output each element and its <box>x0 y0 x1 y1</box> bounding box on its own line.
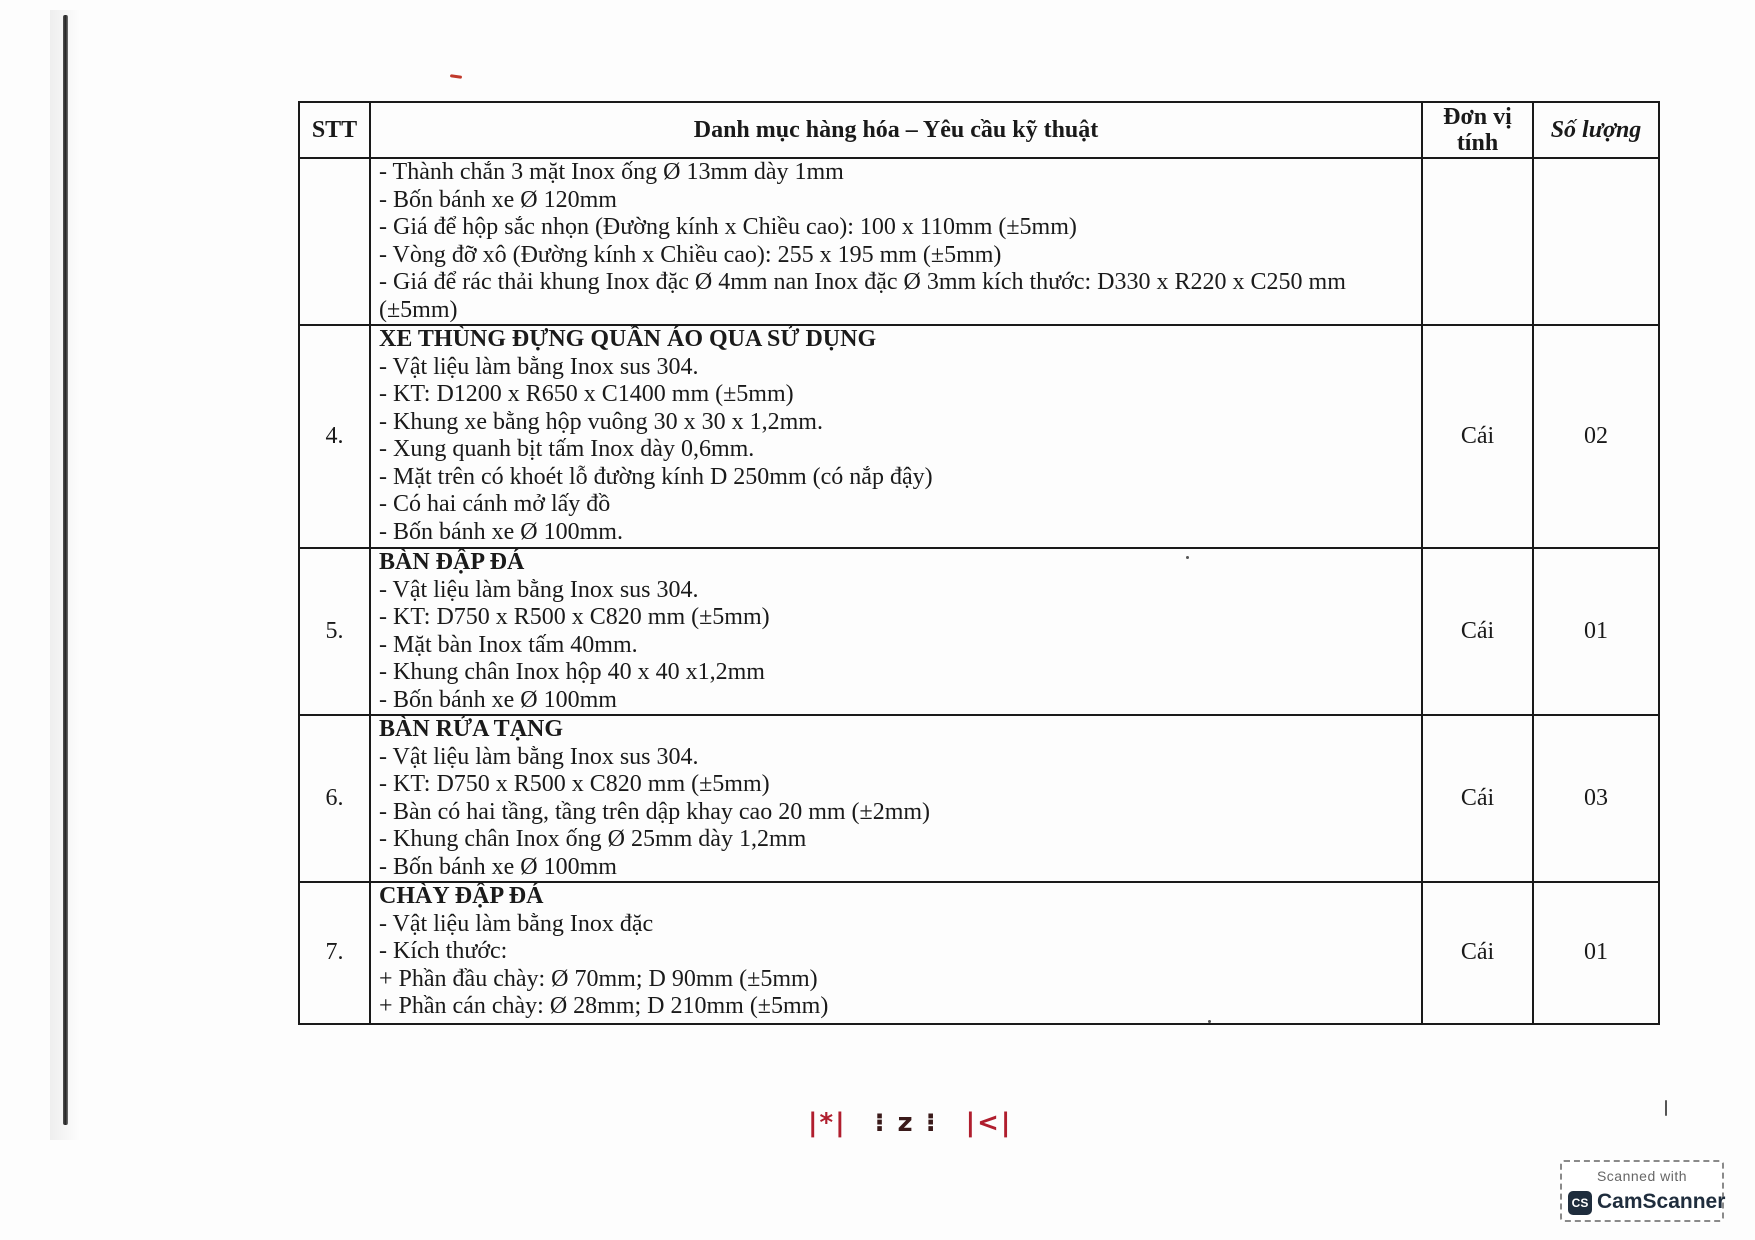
row-quantity: 02 <box>1533 325 1659 548</box>
header-stt: STT <box>299 102 370 158</box>
spec-line: - Vòng đỡ xô (Đường kính x Chiều cao): 255 x 195 mm (±5mm) <box>379 241 1002 268</box>
spec-line: - Khung chân Inox hộp 40 x 40 x1,2mm <box>379 659 765 685</box>
spec-line: - KT: D750 x R500 x C820 mm (±5mm) <box>379 771 770 797</box>
spec-line: - KT: D1200 x R650 x C1400 mm (±5mm) <box>379 381 794 407</box>
row-stt <box>299 158 370 325</box>
camscanner-watermark <box>1560 1160 1724 1222</box>
table-row <box>299 158 1659 325</box>
spec-line: - KT: D750 x R500 x C820 mm (±5mm) <box>379 604 770 630</box>
footer-mark: ⁝ z ⁝ <box>874 1108 938 1138</box>
header-unit <box>1422 102 1533 158</box>
row-description <box>370 548 1422 715</box>
row-unit: Cái <box>1422 715 1533 882</box>
spec-line: + Phần đầu chày: Ø 70mm; D 90mm (±5mm) <box>379 965 818 992</box>
footer-mark: |*| <box>808 1108 847 1138</box>
red-ink-mark <box>450 74 462 79</box>
spec-line: - Vật liệu làm bằng Inox sus 304. <box>379 576 699 603</box>
spec-line: - Vật liệu làm bằng Inox sus 304. <box>379 743 699 770</box>
spec-line: - Kích thước: <box>379 938 508 964</box>
scan-speck <box>1208 1020 1211 1023</box>
footer-mark: |<| <box>965 1108 1013 1138</box>
table-row <box>299 325 1659 548</box>
page-footer-marks <box>808 1108 1012 1138</box>
camscanner-brand: CamScanner <box>1597 1190 1726 1213</box>
row-unit: Cái <box>1422 325 1533 548</box>
row-unit <box>1422 158 1533 325</box>
row-quantity: 03 <box>1533 715 1659 882</box>
goods-specification-table <box>298 101 1660 1025</box>
spec-line: - Có hai cánh mở lấy đồ <box>379 491 611 517</box>
spec-line: - Giá để hộp sắc nhọn (Đường kính x Chiều cao): 100 x 110mm (±5mm) <box>379 214 1077 240</box>
row-stt: 6. <box>299 715 370 882</box>
spec-line: - Khung xe bằng hộp vuông 30 x 30 x 1,2mm. <box>379 408 823 435</box>
row-quantity <box>1533 158 1659 325</box>
item-title: BÀN RỬA TẠNG <box>379 716 564 742</box>
row-unit: Cái <box>1422 882 1533 1024</box>
spec-line: - Bốn bánh xe Ø 100mm <box>379 686 617 713</box>
header-description: Danh mục hàng hóa – Yêu cầu kỹ thuật <box>370 102 1422 158</box>
table-row <box>299 715 1659 882</box>
header-quantity: Số lượng <box>1533 102 1659 158</box>
spec-line: - Bốn bánh xe Ø 100mm. <box>379 518 623 545</box>
table-header-row <box>299 102 1659 158</box>
spec-line: - Bốn bánh xe Ø 120mm <box>379 186 617 213</box>
table-row <box>299 548 1659 715</box>
scanned-with-label: Scanned with <box>1596 1168 1688 1184</box>
spec-line: + Phần cán chày: Ø 28mm; D 210mm (±5mm) <box>379 993 829 1019</box>
row-description <box>370 715 1422 882</box>
row-description <box>370 882 1422 1024</box>
scan-speck <box>1186 556 1189 559</box>
header-unit-line2: tính <box>1456 130 1499 156</box>
spec-line: - Mặt trên có khoét lỗ đường kính D 250mm (có nắp đậy) <box>379 463 933 490</box>
row-quantity: 01 <box>1533 882 1659 1024</box>
row-description <box>370 325 1422 548</box>
row-stt: 7. <box>299 882 370 1024</box>
spec-line: - Vật liệu làm bằng Inox sus 304. <box>379 353 699 380</box>
spec-line: - Thành chắn 3 mặt Inox ống Ø 13mm dày 1mm <box>379 159 844 185</box>
row-stt: 4. <box>299 325 370 548</box>
spec-line: - Khung chân Inox ống Ø 25mm dày 1,2mm <box>379 826 807 852</box>
table-row <box>299 882 1659 1024</box>
header-unit-line1: Đơn vị <box>1443 104 1512 130</box>
camscanner-logo-icon: CS <box>1568 1191 1592 1215</box>
spec-line: - Bốn bánh xe Ø 100mm <box>379 853 617 880</box>
row-quantity: 01 <box>1533 548 1659 715</box>
spec-line: - Mặt bàn Inox tấm 40mm. <box>379 631 638 658</box>
item-title: XE THÙNG ĐỰNG QUẦN ÁO QUA SỬ DỤNG <box>379 326 877 352</box>
scan-speck <box>1665 1100 1667 1116</box>
row-stt: 5. <box>299 548 370 715</box>
spec-line: - Vật liệu làm bằng Inox đặc <box>379 910 654 937</box>
item-title: BÀN ĐẬP ĐÁ <box>379 549 525 575</box>
scan-binding-edge <box>63 15 68 1125</box>
row-description <box>370 158 1422 325</box>
spec-line: - Bàn có hai tầng, tầng trên dập khay cao 20 mm (±2mm) <box>379 798 931 825</box>
item-title: CHÀY ĐẬP ĐÁ <box>379 883 544 909</box>
row-unit: Cái <box>1422 548 1533 715</box>
spec-line: - Giá để rác thải khung Inox đặc Ø 4mm nan Inox đặc Ø 3mm kích thước: D330 x R220 x C250 mm (±5mm) <box>379 269 1346 323</box>
spec-line: - Xung quanh bịt tấm Inox dày 0,6mm. <box>379 436 755 462</box>
